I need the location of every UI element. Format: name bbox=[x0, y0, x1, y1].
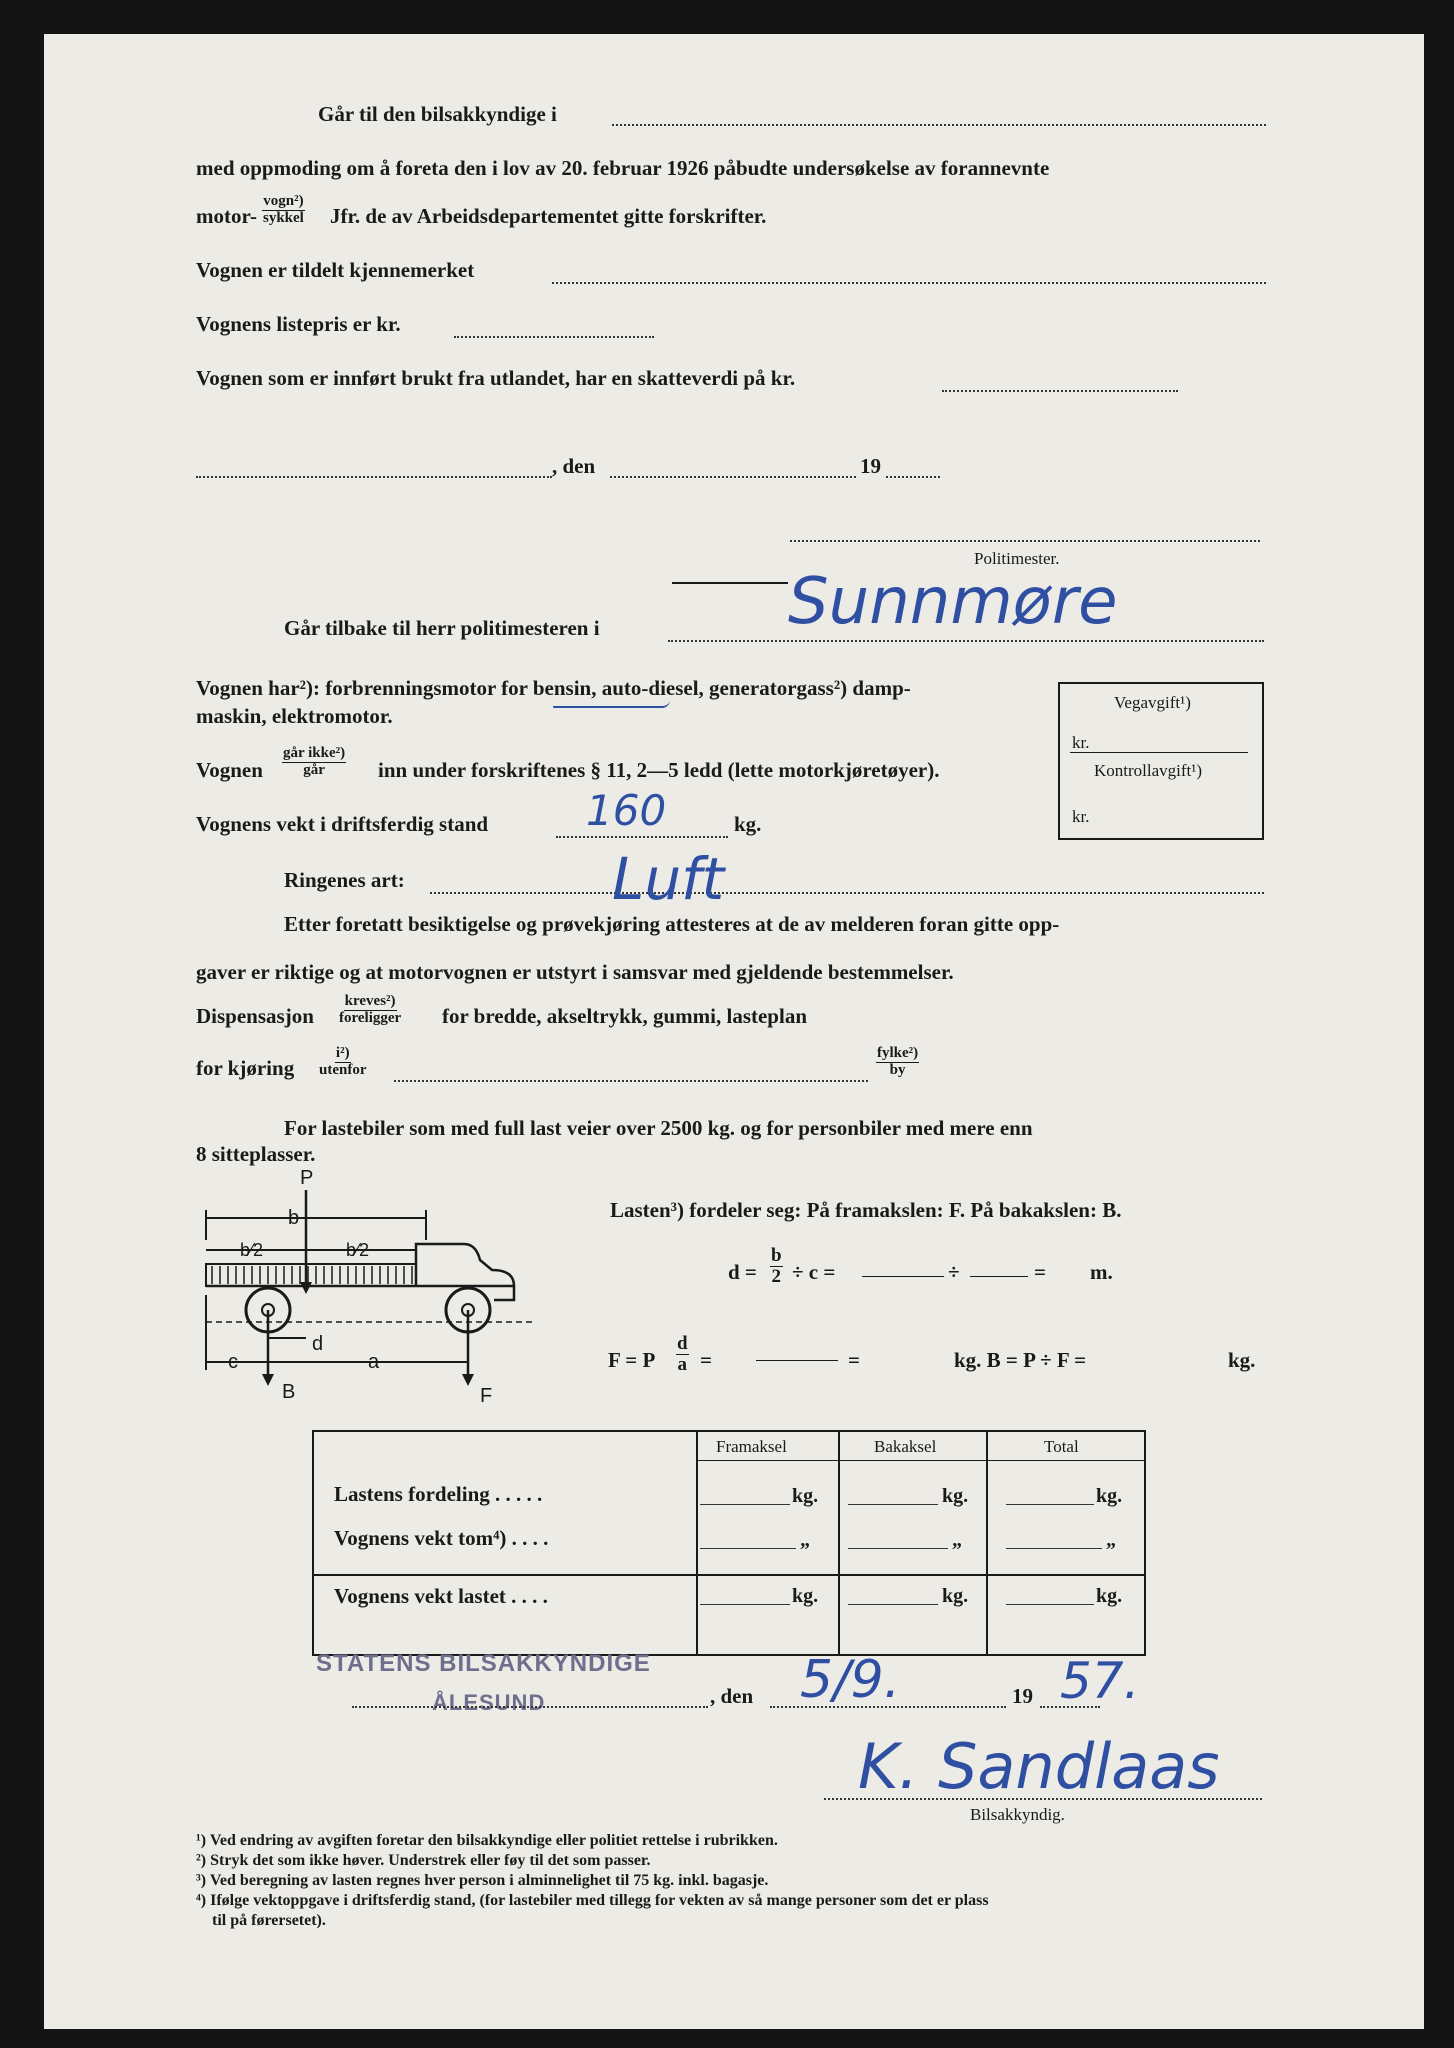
vegavgift-line bbox=[1070, 752, 1248, 753]
table-cell: kg. bbox=[1096, 1485, 1123, 1507]
fraction-bottom: går bbox=[303, 761, 325, 778]
footnote-3: ³) Ved beregning av lasten regnes hver person i alminnelighet til 75 kg. inkl. bagasje. bbox=[196, 1872, 769, 1889]
politimester-signature-field[interactable] bbox=[790, 540, 1260, 542]
handwritten-underline bbox=[553, 700, 670, 708]
date-field-1[interactable] bbox=[610, 476, 856, 478]
table-cell: kg. bbox=[1096, 1585, 1123, 1607]
table-header-framaksel: Framaksel bbox=[716, 1437, 787, 1456]
header-line-6: Vognen som er innført brukt fra utlandet, har en skatteverdi på kr. bbox=[196, 366, 796, 390]
formula-d-prefix: d = bbox=[728, 1260, 757, 1284]
returns-to-label: Går tilbake til herr politimesteren i bbox=[284, 616, 600, 640]
label-b2-right: b⁄2 bbox=[346, 1240, 370, 1260]
bilsakkyndig-label: Bilsakkyndig. bbox=[970, 1805, 1065, 1824]
fraction-bottom: by bbox=[889, 1061, 906, 1078]
handwritten-signature: K. Sandlaas bbox=[858, 1730, 1220, 1803]
load-hatching bbox=[212, 1266, 412, 1284]
fraction-top: d bbox=[677, 1333, 688, 1354]
table-header-line bbox=[696, 1460, 1144, 1461]
table-cell: kg. bbox=[792, 1585, 819, 1607]
formula-f-prefix: F = P bbox=[608, 1348, 656, 1372]
year-field-1[interactable] bbox=[886, 476, 940, 478]
table-cell-field[interactable] bbox=[1006, 1548, 1102, 1549]
fraction-top: kreves²) bbox=[344, 993, 396, 1009]
table-cell-field[interactable] bbox=[1006, 1604, 1094, 1605]
formula-b: kg. B = P ÷ F = bbox=[954, 1348, 1087, 1372]
table-col-divider-1 bbox=[696, 1430, 698, 1654]
load-intro-2: 8 sitteplasser. bbox=[196, 1142, 316, 1166]
formula-div: ÷ bbox=[948, 1260, 960, 1284]
header-line-3-prefix: motor- bbox=[196, 204, 258, 228]
kjennemerke-field[interactable] bbox=[552, 282, 1266, 284]
drive-prefix: for kjøring bbox=[196, 1056, 295, 1080]
den-label-2: , den bbox=[710, 1684, 754, 1708]
handwritten-sunnmore: Sunnmøre bbox=[788, 565, 1118, 639]
handwritten-weight: 160 bbox=[586, 786, 667, 835]
weight-field[interactable] bbox=[556, 836, 728, 838]
kontrollavgift-label: Kontrollavgift¹) bbox=[1094, 761, 1203, 780]
handwritten-year: 57. bbox=[1060, 1652, 1140, 1710]
table-cell-field[interactable] bbox=[700, 1548, 796, 1549]
load-distribution: Lasten³) fordeler seg: På framakslen: F. På bakakslen: B. bbox=[610, 1198, 1122, 1222]
header-line-3-suffix: Jfr. de av Arbeidsdepartementet gitte forskrifter. bbox=[330, 204, 767, 228]
goes-prefix: Vognen bbox=[196, 758, 263, 782]
table-cell: kg. bbox=[942, 1585, 969, 1607]
weight-label: Vognens vekt i driftsferdig stand bbox=[196, 812, 489, 836]
footnote-4: ⁴) Ifølge vektoppgave i driftsferdig stand, (for lastebiler med tillegg for vekten av så mange personer som det er plass bbox=[196, 1892, 989, 1909]
vegavgift-kr: kr. bbox=[1072, 733, 1090, 752]
year-label-1: 19 bbox=[860, 454, 881, 478]
footnote-2: ²) Stryk det som ikke høver. Understrek eller føy til det som passer. bbox=[196, 1852, 651, 1869]
table-cell-field[interactable] bbox=[848, 1504, 938, 1505]
fraction-bottom: a bbox=[677, 1353, 688, 1375]
fraction-top: vogn²) bbox=[263, 193, 304, 209]
attest-line-2: gaver er riktige og at motorvognen er utstyrt i samsvar med gjeldende bestemmelser. bbox=[196, 960, 954, 984]
fraction-bottom: foreligger bbox=[339, 1009, 402, 1026]
formula-eq: = bbox=[1034, 1260, 1046, 1284]
fylke-by-fraction bbox=[876, 1046, 919, 1079]
stamp-line-1: STATENS BILSAKKYNDIGE bbox=[316, 1650, 651, 1677]
header-line-1: Går til den bilsakkyndige i bbox=[318, 102, 557, 126]
label-B: B bbox=[282, 1381, 296, 1403]
formula-f-eq: = bbox=[700, 1348, 712, 1372]
table-cell-field[interactable] bbox=[700, 1504, 790, 1505]
table-row-separator bbox=[312, 1574, 1144, 1576]
truck-cab bbox=[416, 1244, 514, 1300]
header-line-2: med oppmoding om å foreta den i lov av 20. februar 1926 påbudte undersøkelse av forannevnte bbox=[196, 156, 1050, 180]
table-cell-field[interactable] bbox=[848, 1604, 938, 1605]
header-line-4: Vognen er tildelt kjennemerket bbox=[196, 258, 475, 282]
attest-line-1: Etter foretatt besiktigelse og prøvekjøring attesteres at de av melderen foran gitte opp- bbox=[284, 912, 1060, 936]
fraction-top: i²) bbox=[335, 1045, 350, 1061]
place-field-2[interactable] bbox=[352, 1706, 708, 1708]
footnote-4-cont: til på førersetet). bbox=[196, 1912, 326, 1929]
table-cell: „ bbox=[1106, 1529, 1116, 1551]
section-divider bbox=[672, 582, 788, 584]
kjoring-field[interactable] bbox=[394, 1080, 868, 1082]
bilsakkyndige-field[interactable] bbox=[612, 124, 1266, 126]
label-b: b bbox=[288, 1207, 300, 1229]
goes-suffix: inn under forskriftenes § 11, 2—5 ledd (lette motorkjøretøyer). bbox=[378, 758, 940, 782]
skatteverdi-field[interactable] bbox=[942, 390, 1178, 392]
fraction-bottom: 2 bbox=[771, 1265, 782, 1287]
b-over-2-fraction bbox=[770, 1246, 783, 1287]
i-utenfor-fraction bbox=[318, 1046, 368, 1079]
label-a: a bbox=[368, 1351, 380, 1373]
year-label-2: 19 bbox=[1012, 1684, 1033, 1708]
place-field-1[interactable] bbox=[196, 476, 552, 478]
motor-line-2: maskin, elektromotor. bbox=[196, 704, 393, 728]
formula-blank-2[interactable] bbox=[970, 1276, 1028, 1277]
table-col-divider-2 bbox=[838, 1430, 840, 1654]
politimester-label: Politimester. bbox=[974, 549, 1060, 568]
vogn-sykkel-fraction bbox=[262, 194, 305, 227]
disp-suffix: for bredde, akseltrykk, gummi, lasteplan bbox=[442, 1004, 807, 1028]
table-header-total: Total bbox=[1044, 1437, 1079, 1456]
kreves-fraction bbox=[338, 994, 402, 1027]
handwritten-date: 5/9. bbox=[800, 1650, 901, 1710]
table-row-label: Vognens vekt tom⁴) . . . . bbox=[334, 1526, 549, 1550]
table-cell-field[interactable] bbox=[700, 1604, 790, 1605]
formula-blank-3[interactable] bbox=[756, 1360, 838, 1361]
tyres-label: Ringenes art: bbox=[284, 868, 405, 892]
vegavgift-label: Vegavgift¹) bbox=[1114, 693, 1191, 712]
table-cell: kg. bbox=[792, 1485, 819, 1507]
table-cell: kg. bbox=[942, 1485, 969, 1507]
tyres-field[interactable] bbox=[430, 892, 1264, 894]
listepris-field[interactable] bbox=[454, 336, 654, 338]
weight-unit: kg. bbox=[734, 812, 762, 836]
table-col-divider-3 bbox=[986, 1430, 988, 1654]
truck-load-diagram bbox=[196, 1170, 566, 1410]
label-F: F bbox=[480, 1385, 493, 1407]
footnote-1: ¹) Ved endring av avgiften foretar den bilsakkyndige eller politiet rettelse i rubrikken. bbox=[196, 1832, 778, 1849]
table-cell: „ bbox=[800, 1529, 810, 1551]
formula-kg: kg. bbox=[1228, 1348, 1256, 1372]
reaction-b-head bbox=[262, 1374, 274, 1386]
handwritten-tyres: Luft bbox=[612, 845, 725, 913]
label-p: P bbox=[300, 1170, 314, 1189]
fraction-top: fylke²) bbox=[877, 1045, 919, 1061]
label-c: c bbox=[228, 1351, 238, 1373]
label-b2-left: b⁄2 bbox=[240, 1240, 264, 1260]
politimester-field[interactable] bbox=[668, 640, 1264, 642]
label-d: d bbox=[312, 1333, 324, 1355]
reaction-f-head bbox=[462, 1374, 474, 1386]
formula-d-suffix: ÷ c = bbox=[792, 1260, 836, 1284]
fraction-bottom: utenfor bbox=[319, 1061, 367, 1078]
d-over-a-fraction bbox=[676, 1334, 689, 1375]
load-intro-1: For lastebiler som med full last veier over 2500 kg. og for personbiler med mere enn bbox=[284, 1116, 1033, 1140]
formula-blank-1[interactable] bbox=[862, 1276, 944, 1277]
kontrollavgift-kr: kr. bbox=[1072, 807, 1090, 826]
table-cell: „ bbox=[952, 1529, 962, 1551]
stamp-line-2: ÅLESUND bbox=[432, 1690, 546, 1715]
fraction-top: går ikke²) bbox=[283, 745, 346, 761]
den-label-1: , den bbox=[552, 454, 596, 478]
table-header-bakaksel: Bakaksel bbox=[874, 1437, 937, 1456]
fraction-top: b bbox=[771, 1245, 782, 1266]
table-row-label: Lastens fordeling . . . . . bbox=[334, 1482, 543, 1506]
formula-f-eq2: = bbox=[848, 1348, 860, 1372]
fraction-bottom: sykkel bbox=[263, 209, 304, 226]
table-cell-field[interactable] bbox=[1006, 1504, 1094, 1505]
formula-m: m. bbox=[1090, 1260, 1113, 1284]
gar-ikke-fraction bbox=[282, 746, 346, 779]
motor-line-1: Vognen har²): forbrenningsmotor for bensin, auto-diesel, generatorgass²) damp- bbox=[196, 676, 911, 700]
load-arrow-head bbox=[300, 1282, 312, 1294]
disp-prefix: Dispensasjon bbox=[196, 1004, 314, 1028]
table-cell-field[interactable] bbox=[848, 1548, 948, 1549]
header-line-5: Vognens listepris er kr. bbox=[196, 312, 401, 336]
table-row-label: Vognens vekt lastet . . . . bbox=[334, 1584, 548, 1608]
